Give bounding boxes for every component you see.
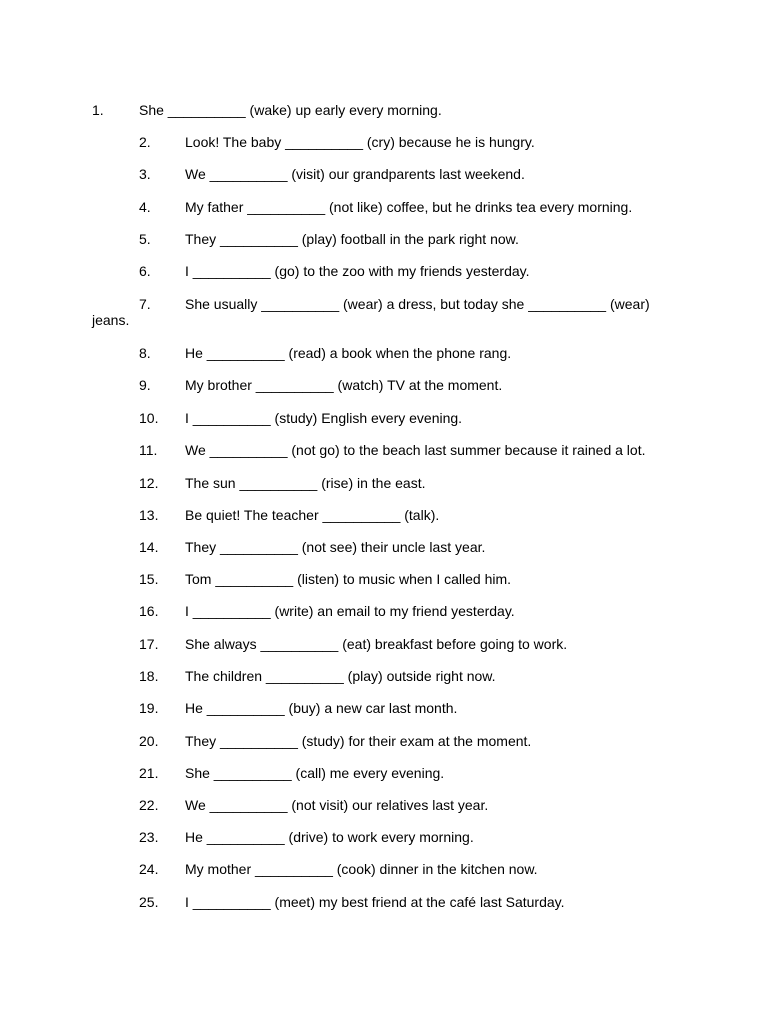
item-number: 21. (139, 765, 159, 781)
item-sentence: She usually __________ (wear) a dress, but today she __________ (wear) (185, 296, 650, 312)
item-sentence: He __________ (drive) to work every morning. (185, 829, 474, 845)
item-sentence: My father __________ (not like) coffee, but he drinks tea every morning. (185, 199, 633, 215)
item-sentence: She __________ (call) me every evening. (185, 765, 445, 781)
item-sentence: I __________ (meet) my best friend at the café last Saturday. (185, 894, 565, 910)
item-sentence: He __________ (buy) a new car last month. (185, 700, 458, 716)
item-number: 1. (92, 102, 104, 118)
item-sentence: I __________ (go) to the zoo with my friends yesterday. (185, 263, 530, 279)
item-number: 19. (139, 700, 159, 716)
item-number: 15. (139, 571, 159, 587)
item-number: 24. (139, 861, 159, 877)
item-number: 8. (139, 345, 151, 361)
item-sentence: I __________ (write) an email to my friend yesterday. (185, 603, 515, 619)
item-number: 23. (139, 829, 159, 845)
item-number: 12. (139, 475, 159, 491)
item-sentence: My mother __________ (cook) dinner in the kitchen now. (185, 861, 538, 877)
item-sentence-continuation: jeans. (92, 312, 130, 328)
item-sentence: We __________ (visit) our grandparents last weekend. (185, 166, 525, 182)
item-sentence: She __________ (wake) up early every morning. (139, 102, 442, 118)
item-sentence: They __________ (study) for their exam at the moment. (185, 733, 532, 749)
item-sentence: He __________ (read) a book when the phone rang. (185, 345, 512, 361)
item-number: 5. (139, 231, 151, 247)
item-number: 7. (139, 296, 151, 312)
item-sentence: We __________ (not visit) our relatives last year. (185, 797, 489, 813)
item-number: 3. (139, 166, 151, 182)
item-sentence: She always __________ (eat) breakfast before going to work. (185, 636, 568, 652)
item-sentence: They __________ (play) football in the park right now. (185, 231, 519, 247)
item-number: 13. (139, 507, 159, 523)
item-sentence: Tom __________ (listen) to music when I called him. (185, 571, 512, 587)
item-sentence: My brother __________ (watch) TV at the moment. (185, 377, 503, 393)
item-sentence: I __________ (study) English every evening. (185, 410, 463, 426)
item-number: 2. (139, 134, 151, 150)
item-sentence: Look! The baby __________ (cry) because he is hungry. (185, 134, 535, 150)
item-number: 6. (139, 263, 151, 279)
item-number: 17. (139, 636, 159, 652)
item-number: 16. (139, 603, 159, 619)
item-number: 20. (139, 733, 159, 749)
item-number: 14. (139, 539, 159, 555)
item-sentence: The sun __________ (rise) in the east. (185, 475, 426, 491)
item-number: 4. (139, 199, 151, 215)
item-number: 18. (139, 668, 159, 684)
item-number: 22. (139, 797, 159, 813)
item-sentence: They __________ (not see) their uncle last year. (185, 539, 486, 555)
item-number: 9. (139, 377, 151, 393)
item-sentence: We __________ (not go) to the beach last summer because it rained a lot. (185, 442, 646, 458)
item-number: 10. (139, 410, 159, 426)
item-number: 11. (139, 442, 158, 458)
item-number: 25. (139, 894, 159, 910)
item-sentence: Be quiet! The teacher __________ (talk). (185, 507, 440, 523)
item-sentence: The children __________ (play) outside right now. (185, 668, 496, 684)
